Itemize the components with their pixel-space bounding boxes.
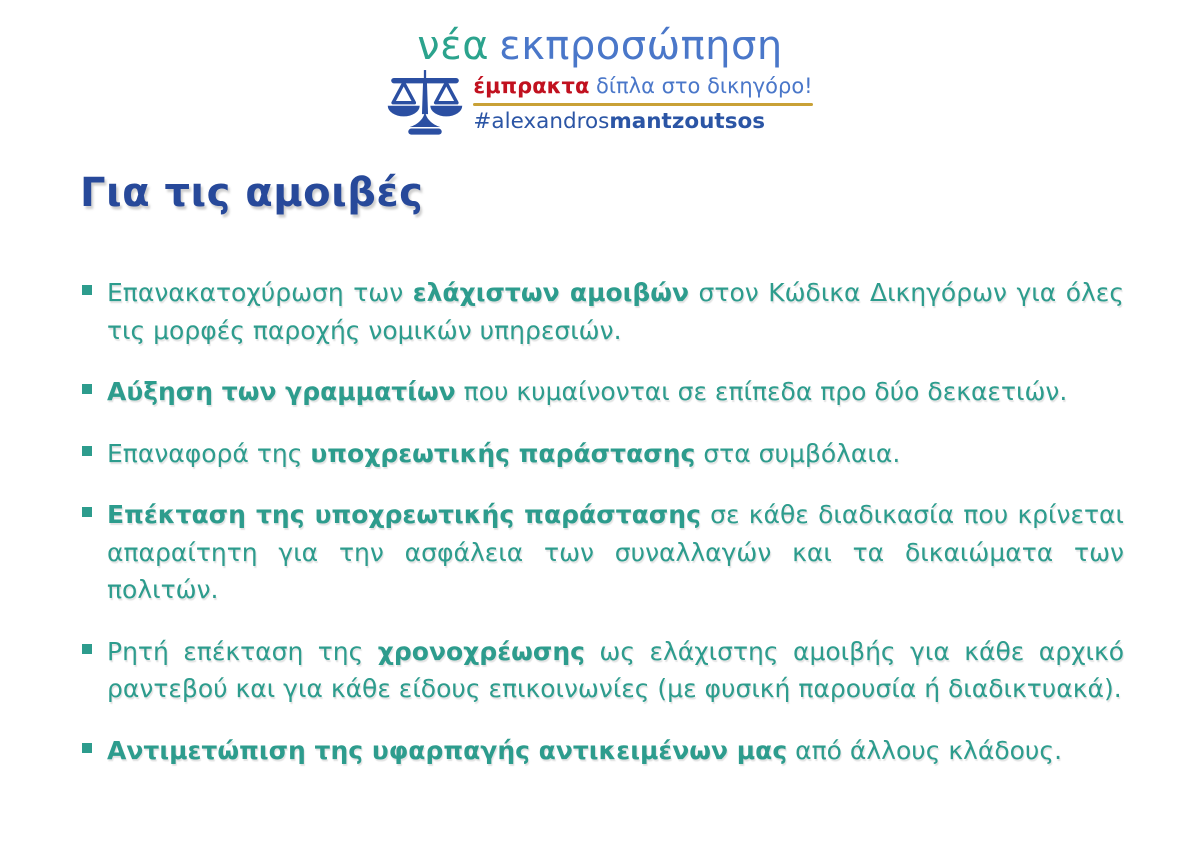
logo-sub (473, 70, 812, 134)
page-title: Για τις αμοιβές (80, 170, 424, 216)
bullet-text-emphasis: ελάχιστων αμοιβών (412, 278, 690, 307)
bullet-text-emphasis: χρονοχρέωσης (377, 636, 585, 666)
logo-tagline-rest: δίπλα στο δικηγόρο! (589, 74, 813, 98)
bullet-text-segment: από άλλους κλάδους. (787, 735, 1063, 765)
list-item (80, 732, 1124, 770)
bullet-text (107, 435, 1124, 473)
logo-tagline (473, 74, 812, 98)
bullet-text-emphasis: υποχρεωτικής παράστασης (310, 438, 696, 468)
bullet-square-icon (82, 644, 92, 654)
gold-divider (473, 103, 812, 106)
logo-hashtag-prefix: #alexandros (473, 108, 610, 134)
list-item (80, 496, 1124, 609)
logo (0, 24, 1200, 140)
list-item (80, 274, 1124, 349)
bullet-square-icon (82, 384, 92, 394)
bullet-text-emphasis: Αντιμετώπιση της υφαρπαγής αντικειμένων μας (107, 735, 788, 765)
logo-brand (417, 24, 782, 68)
bullet-text (107, 274, 1124, 349)
bullet-text-emphasis: Επέκταση της υποχρεωτικής παράστασης (107, 500, 701, 529)
bullet-text-segment: ως ελάχιστης αμοιβής για κάθε αρχικό ραντεβού και για κάθε είδους επικοινωνίες (με φυσική παρουσία ή διαδικτυακά). (107, 636, 1124, 703)
logo-bottom (387, 70, 812, 140)
logo-brand-first: νέα (417, 23, 490, 69)
bullet-square-icon (82, 285, 92, 295)
bullet-text-segment: Επανακατοχύρωση των (107, 278, 413, 307)
list-item (80, 373, 1124, 411)
list-item (80, 435, 1124, 473)
scales-of-justice-icon (387, 70, 463, 140)
bullet-text-segment: Ρητή επέκταση της (107, 636, 378, 666)
bullet-text (107, 373, 1124, 411)
bullet-text-segment: στα συμβόλαια. (695, 438, 901, 468)
bullet-text-segment: σε κάθε διαδικασία που κρίνεται απαραίτητη για την ασφάλεια των συναλλαγών και τα δικαιώματα των πολιτών. (107, 500, 1124, 604)
bullet-text-emphasis: Αύξηση των γραμματίων (107, 377, 456, 406)
bullet-text (107, 732, 1124, 770)
bullet-text (107, 633, 1124, 708)
bullet-text-segment: που κυμαίνονται σε επίπεδα προ δύο δεκαετιών. (455, 377, 1068, 406)
bullet-text (107, 496, 1124, 609)
logo-hashtag-bold: mantzoutsos (609, 108, 766, 134)
bullet-square-icon (82, 507, 92, 517)
list-item (80, 633, 1124, 708)
logo-hashtag (473, 110, 812, 135)
bullet-text-segment: στον Κώδικα Δικηγόρων για όλες τις μορφές παροχής νομικών υπηρεσιών. (107, 278, 1124, 345)
logo-tagline-bold: έμπρακτα (473, 74, 590, 98)
bullet-list (80, 274, 1124, 793)
bullet-square-icon (82, 743, 92, 753)
bullet-text-segment: Επαναφορά της (107, 438, 311, 468)
bullet-square-icon (82, 446, 92, 456)
logo-brand-second: εκπροσώπηση (499, 23, 783, 69)
